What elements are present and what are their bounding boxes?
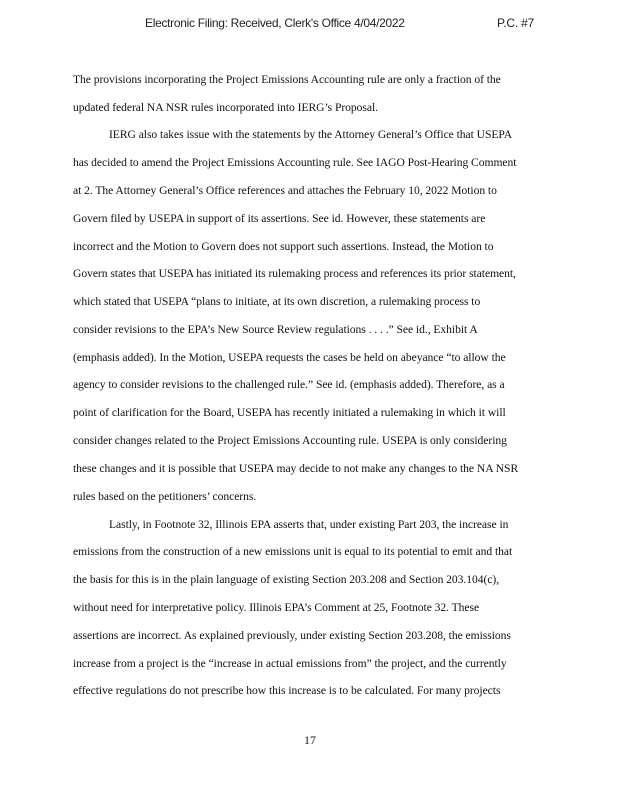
text-line: The provisions incorporating the Project Emissions Accounting rule are only a fraction of the	[73, 73, 501, 86]
text-line: consider revisions to the EPA’s New Source Review regulations . . . .” See id., Exhibit A	[73, 323, 478, 336]
text-line: rules based on the petitioners’ concerns.	[73, 490, 257, 503]
text-line: updated federal NA NSR rules incorporated into IERG’s Proposal.	[73, 101, 378, 114]
text-line: Govern states that USEPA has initiated its rulemaking process and references its prior statement,	[73, 267, 516, 280]
text-line: assertions are incorrect. As explained previously, under existing Section 203.208, the emissions	[73, 629, 511, 642]
text-line: emissions from the construction of a new emissions unit is equal to its potential to emit and that	[73, 545, 513, 558]
text-line: point of clarification for the Board, USEPA has recently initiated a rulemaking in which it will	[73, 406, 506, 419]
text-line: agency to consider revisions to the challenged rule.” See id. (emphasis added). Therefore, as a	[73, 378, 505, 391]
text-line: effective regulations do not prescribe how this increase is to be calculated. For many projects	[73, 684, 501, 697]
text-line: has decided to amend the Project Emissions Accounting rule. See IAGO Post-Hearing Comment	[73, 156, 517, 169]
filing-stamp: Electronic Filing: Received, Clerk's Office 4/04/2022	[145, 16, 405, 30]
text-line: consider changes related to the Project Emissions Accounting rule. USEPA is only considering	[73, 434, 507, 447]
text-line: Govern filed by USEPA in support of its assertions. See id. However, these statements are	[73, 212, 486, 225]
text-line: increase from a project is the “increase in actual emissions from” the project, and the currently	[73, 657, 507, 670]
text-line: incorrect and the Motion to Govern does not support such assertions. Instead, the Motion to	[73, 240, 494, 253]
page-number: 17	[304, 733, 316, 747]
text-line: without need for interpretative policy. Illinois EPA’s Comment at 25, Footnote 32. These	[73, 601, 480, 614]
paragraph-start-line: IERG also takes issue with the statements by the Attorney General’s Office that USEPA	[109, 128, 513, 141]
text-line: the basis for this is in the plain language of existing Section 203.208 and Section 203.104(c),	[73, 573, 500, 586]
text-line: these changes and it is possible that USEPA may decide to not make any changes to the NA NSR	[73, 462, 519, 475]
text-line: which stated that USEPA “plans to initiate, at its own discretion, a rulemaking process to	[73, 295, 481, 308]
pc-number: P.C. #7	[497, 16, 535, 30]
text-line: at 2. The Attorney General’s Office references and attaches the February 10, 2022 Motion to	[73, 184, 497, 197]
paragraph-start-line: Lastly, in Footnote 32, Illinois EPA asserts that, under existing Part 203, the increase in	[109, 518, 509, 531]
text-line: (emphasis added). In the Motion, USEPA requests the cases be held on abeyance “to allow the	[73, 351, 506, 364]
